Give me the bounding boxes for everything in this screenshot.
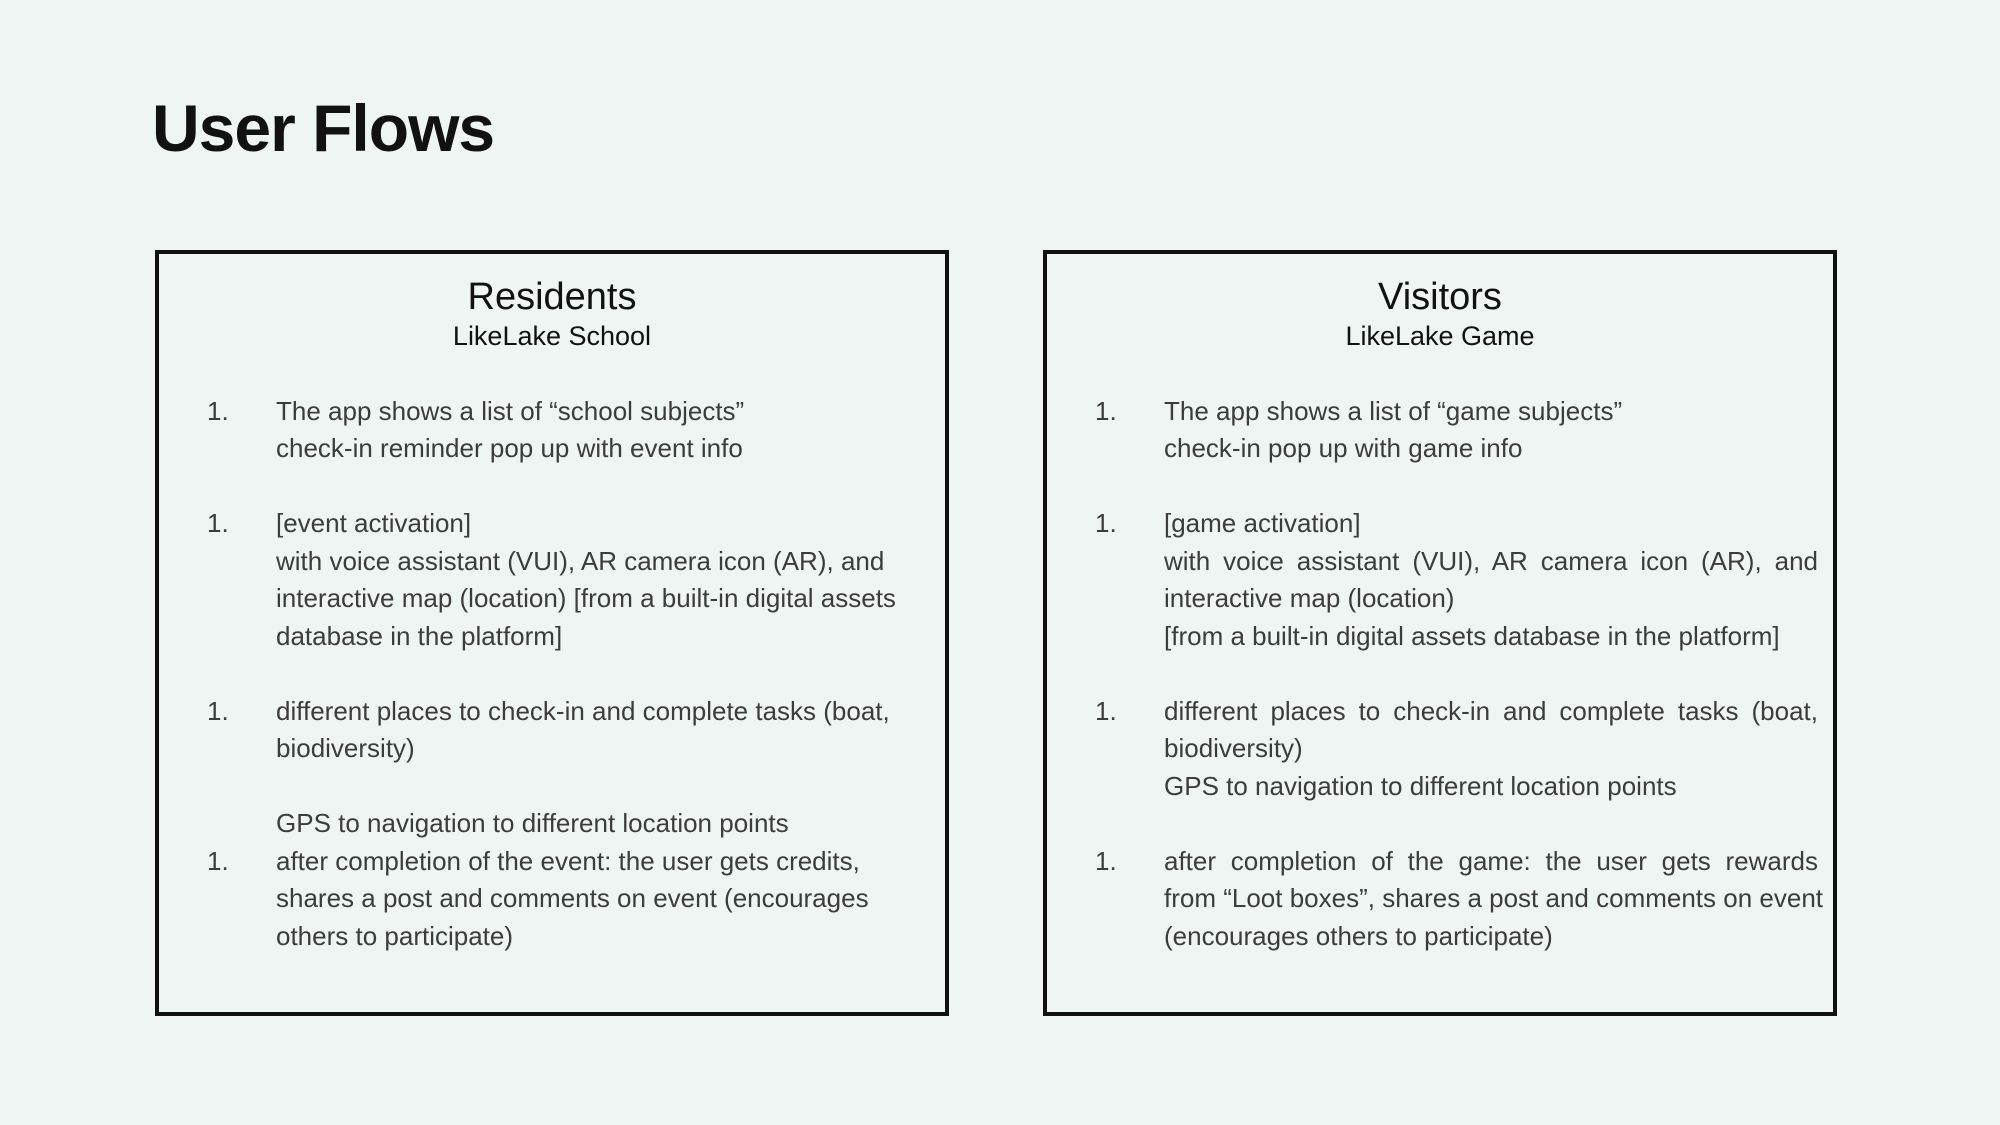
visitors-item-4-line-3: (encourages others to participate) bbox=[1164, 921, 1553, 951]
residents-item-2-line-3: interactive map (location) [from a built-in digital assets bbox=[276, 583, 896, 613]
visitors-item-3-line-3: GPS to navigation to different location points bbox=[1164, 771, 1677, 801]
residents-item-2-line-2: with voice assistant (VUI), AR camera icon (AR), and bbox=[276, 546, 885, 576]
visitors-item-2-number: 1. bbox=[1095, 508, 1117, 538]
residents-item-2-line-1: [event activation] bbox=[276, 508, 472, 538]
visitors-item-1-number: 1. bbox=[1095, 396, 1117, 426]
visitors-item-2-line-1: [game activation] bbox=[1164, 508, 1361, 538]
visitors-item-2-line-4: [from a built-in digital assets database in the platform] bbox=[1164, 621, 1780, 651]
residents-item-3-line-1: different places to check-in and complete tasks (boat, bbox=[276, 696, 890, 726]
visitors-heading: Visitors bbox=[1378, 276, 1502, 318]
visitors-item-2-line-3: interactive map (location) bbox=[1164, 583, 1455, 613]
page-title: User Flows bbox=[152, 91, 495, 165]
residents-item-1-line-2: check-in reminder pop up with event info bbox=[276, 433, 743, 463]
visitors-item-2-line-2: with voice assistant (VUI), AR camera icon (AR), and bbox=[1164, 546, 1818, 576]
visitors-item-3-number: 1. bbox=[1095, 696, 1117, 726]
visitors-panel bbox=[1043, 250, 1837, 1016]
residents-item-4-line-1: after completion of the event: the user gets credits, bbox=[276, 846, 860, 876]
visitors-item-3-line-2: biodiversity) bbox=[1164, 733, 1303, 763]
visitors-item-3-line-1: different places to check-in and complete tasks (boat, bbox=[1164, 696, 1818, 726]
residents-subheading: LikeLake School bbox=[452, 321, 652, 351]
residents-item-4-line-2: shares a post and comments on event (encourages bbox=[276, 883, 869, 913]
visitors-subheading: LikeLake Game bbox=[1345, 321, 1535, 351]
residents-item-1-line-1: The app shows a list of “school subjects” bbox=[276, 396, 745, 426]
residents-item-4-number: 1. bbox=[207, 846, 229, 876]
residents-heading: Residents bbox=[467, 276, 637, 318]
residents-item-3-line-2: biodiversity) bbox=[276, 733, 415, 763]
residents-item-4-line-3: others to participate) bbox=[276, 921, 514, 951]
visitors-item-1-line-2: check-in pop up with game info bbox=[1164, 433, 1523, 463]
residents-panel bbox=[155, 250, 949, 1016]
visitors-item-4-number: 1. bbox=[1095, 846, 1117, 876]
visitors-item-1-line-1: The app shows a list of “game subjects” bbox=[1164, 396, 1623, 426]
residents-item-3-number: 1. bbox=[207, 696, 229, 726]
residents-item-2-line-4: database in the platform] bbox=[276, 621, 563, 651]
residents-gps-line: GPS to navigation to different location points bbox=[276, 808, 789, 838]
visitors-item-4-line-1: after completion of the game: the user gets rewards bbox=[1164, 846, 1818, 876]
residents-item-1-number: 1. bbox=[207, 396, 229, 426]
visitors-item-4-line-2: from “Loot boxes”, shares a post and comments on event bbox=[1164, 883, 1824, 913]
residents-item-2-number: 1. bbox=[207, 508, 229, 538]
